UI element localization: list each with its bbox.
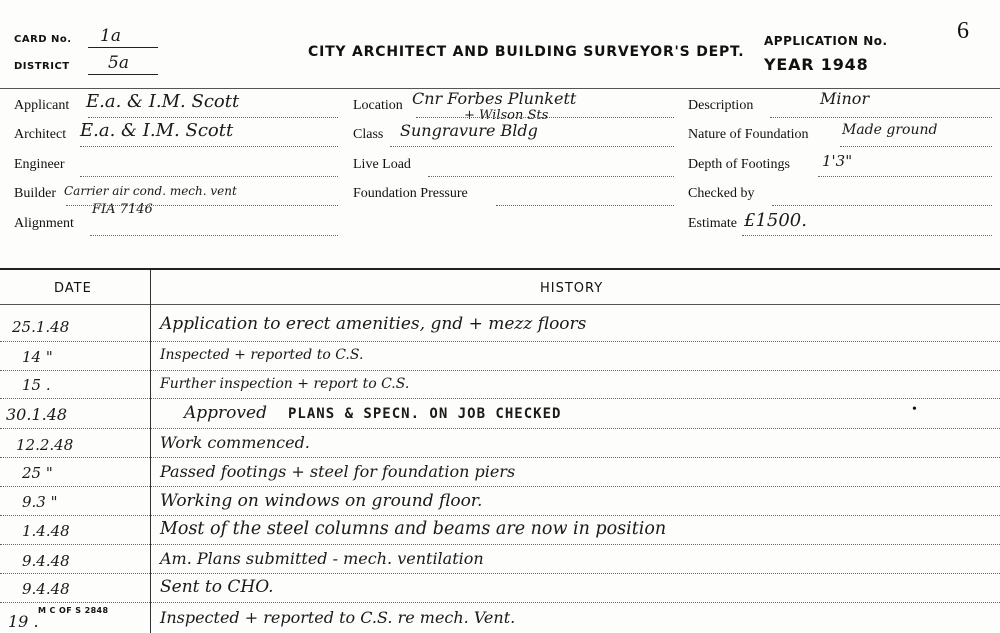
history-text: Further inspection + report to C.S.	[160, 376, 410, 392]
location-value: Cnr Forbes Plunkett	[412, 89, 577, 108]
field-line-3	[80, 176, 338, 177]
row-rule	[0, 573, 1000, 574]
field-line-14	[742, 235, 992, 236]
field-line-1	[88, 117, 338, 118]
card-number-value: 1a	[100, 26, 121, 46]
location-label: Location	[353, 98, 403, 113]
builder-ref: FIA 7146	[92, 202, 153, 217]
application-number-value: 6	[957, 18, 969, 44]
history-date: 25.1.48	[12, 318, 70, 336]
field-line-11	[840, 146, 992, 147]
description-value: Minor	[820, 89, 870, 108]
year-label: YEAR 1948	[764, 55, 869, 74]
history-date: 9.4.48	[22, 552, 70, 570]
district-value: 5a	[108, 53, 129, 73]
row-rule	[0, 398, 1000, 399]
row-rule	[0, 602, 1000, 603]
date-column-header: DATE	[54, 281, 92, 296]
nature-of-foundation-value: Made ground	[842, 122, 938, 138]
history-text: Passed footings + steel for foundation piers	[160, 462, 516, 481]
depth-of-footings-label: Depth of Footings	[688, 157, 790, 172]
history-text: Inspected + reported to C.S.	[160, 347, 364, 363]
field-line-7	[390, 146, 674, 147]
field-line-10	[770, 117, 992, 118]
architect-value: E.a. & I.M. Scott	[80, 120, 234, 141]
history-text: Application to erect amenities, gnd + mezz floors	[160, 314, 587, 334]
class-label: Class	[353, 127, 384, 142]
card-number-underline	[88, 47, 158, 48]
class-value: Sungravure Bldg	[400, 121, 538, 140]
location-value-line2: + Wilson Sts	[464, 108, 549, 123]
depth-of-footings-value: 1'3"	[822, 152, 853, 170]
history-date: 30.1.48	[6, 405, 68, 424]
field-line-2	[80, 146, 338, 147]
description-label: Description	[688, 98, 754, 113]
row-rule	[0, 515, 1000, 516]
row-rule	[0, 486, 1000, 487]
history-date: 14 "	[22, 348, 53, 366]
field-line-6	[416, 117, 674, 118]
history-date: 9.4.48	[22, 580, 70, 598]
field-line-8	[428, 176, 674, 177]
row-rule	[0, 544, 1000, 545]
applicant-label: Applicant	[14, 98, 70, 113]
history-text: Work commenced.	[160, 433, 310, 452]
card-number-label: CARD No.	[14, 34, 72, 45]
field-line-5	[90, 235, 338, 236]
history-text: Inspected + reported to C.S. re mech. Vent.	[160, 608, 516, 627]
district-label: DISTRICT	[14, 61, 70, 72]
date-column-divider	[150, 270, 151, 633]
builder-value: Carrier air cond. mech. vent	[64, 184, 237, 198]
application-number-label: APPLICATION No.	[764, 34, 888, 48]
nature-of-foundation-label: Nature of Foundation	[688, 127, 809, 142]
row-rule	[0, 370, 1000, 371]
history-date: 15 .	[22, 376, 51, 394]
form-code: M C OF S 2848	[38, 606, 109, 615]
field-line-12	[818, 176, 992, 177]
architect-label: Architect	[14, 127, 67, 142]
department-title: CITY ARCHITECT AND BUILDING SURVEYOR'S DEPT.	[308, 44, 745, 60]
history-text: Am. Plans submitted - mech. ventilation	[160, 549, 484, 568]
alignment-label: Alignment	[14, 216, 74, 231]
history-text: Most of the steel columns and beams are now in position	[160, 519, 667, 539]
foundation-pressure-label: Foundation Pressure	[353, 186, 468, 201]
field-line-4	[66, 205, 338, 206]
field-line-9	[496, 205, 674, 206]
row-rule	[0, 428, 1000, 429]
estimate-value: £1500.	[744, 210, 807, 231]
history-date: 9.3 "	[22, 493, 58, 511]
approval-stamp: PLANS & SPECN. ON JOB CHECKED	[288, 406, 562, 422]
field-line-13	[772, 205, 992, 206]
builder-label: Builder	[14, 186, 56, 201]
history-date: 12.2.48	[16, 436, 74, 454]
applicant-value: E.a. & I.M. Scott	[86, 91, 240, 112]
engineer-label: Engineer	[14, 157, 65, 172]
history-column-header: HISTORY	[540, 281, 604, 296]
stamp-dot: •	[912, 402, 917, 417]
row-rule	[0, 341, 1000, 342]
history-date: 25 "	[22, 464, 53, 482]
history-text: Sent to CHO.	[160, 577, 274, 597]
history-date: 1.4.48	[22, 522, 70, 540]
history-text: Approved	[184, 403, 267, 423]
estimate-label: Estimate	[688, 216, 737, 231]
checked-by-label: Checked by	[688, 186, 755, 201]
history-text: Working on windows on ground floor.	[160, 491, 483, 511]
history-date: 19 .	[8, 612, 39, 631]
district-underline	[88, 74, 158, 75]
live-load-label: Live Load	[353, 157, 411, 172]
row-rule	[0, 457, 1000, 458]
